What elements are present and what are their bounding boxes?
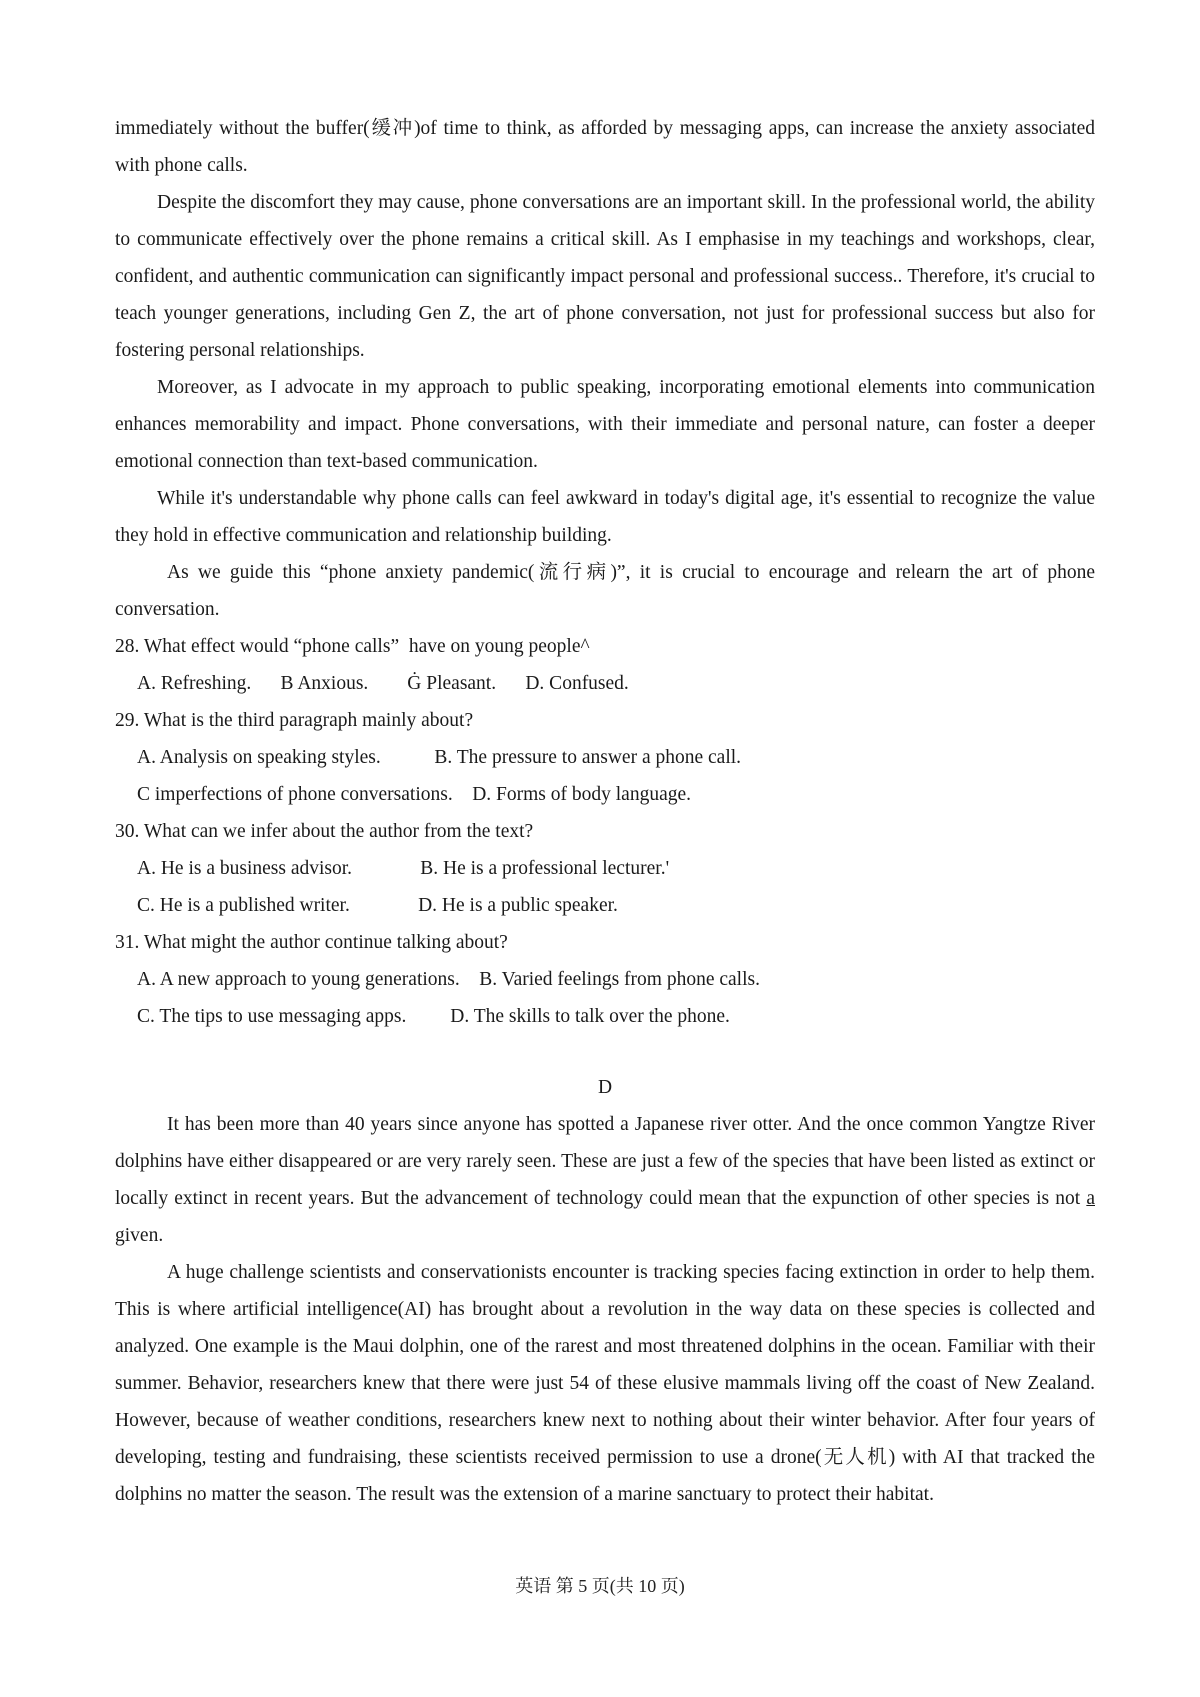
paragraph-conclusion: As we guide this “phone anxiety pandemic(流行病)”, it is crucial to encourage and relearn the art of phone conversation. [115, 562, 1095, 620]
paragraph-emotional-connection: Moreover, as I advocate in my approach to public speaking, incorporating emotional elements into communication enhances memorability and impact. Phone conversations, with their immediate and personal nature, can foster a deeper emotional connection than text-based communication. [115, 377, 1095, 472]
question-stem: 30. What can we infer about the author from the text? [115, 821, 534, 842]
question-28 [115, 628, 1095, 702]
section-heading: D [597, 1077, 613, 1098]
underlined-text: a [1086, 1188, 1095, 1209]
question-31 [115, 924, 1095, 1035]
question-options: A. He is a business advisor. B. He is a professional lecturer.' [137, 858, 670, 879]
exam-page [115, 110, 1095, 1513]
question-options: C. The tips to use messaging apps. D. The skills to talk over the phone. [137, 1006, 730, 1027]
question-29 [115, 702, 1095, 813]
paragraph-phone-skill: Despite the discomfort they may cause, phone conversations are an important skill. In the professional world, the ability to communicate effectively over the phone remains a critical skill. As I emphasise in my teachings and workshops, clear, confident, and authentic communication can significantly impact personal and professional success.. Therefore, it's crucial to teach younger generations, including Gen Z, the art of phone conversation, not just for professional success but also for fostering personal relationships. [115, 192, 1095, 361]
question-stem: 28. What effect would “phone calls” have on young people^ [115, 636, 590, 657]
paragraph-continued: immediately without the buffer(缓冲)of time to think, as afforded by messaging apps, can increase the anxiety associated with phone calls. [115, 118, 1095, 176]
paragraph-value: While it's understandable why phone calls can feel awkward in today's digital age, it's essential to recognize the value they hold in effective communication and relationship building. [115, 488, 1095, 546]
question-options: A. Analysis on speaking styles. B. The pressure to answer a phone call. [137, 747, 742, 768]
question-options: A. A new approach to young generations. B. Varied feelings from phone calls. [137, 969, 760, 990]
page-footer: 英语 第 5 页(共 10 页) [515, 1576, 685, 1596]
text-run: It has been more than 40 years since anyone has spotted a Japanese river otter. And the once common Yangtze River dolphins have either disappeared or are very rarely seen. These are just a few of the species that have been listed as extinct or locally extinct in recent years. But the advancement of technology could mean that the expunction of other species is not [115, 1114, 1095, 1209]
question-options: C. He is a published writer. D. He is a public speaker. [137, 895, 618, 916]
question-stem: 31. What might the author continue talking about? [115, 932, 508, 953]
question-stem: 29. What is the third paragraph mainly about? [115, 710, 474, 731]
text-run: given. [115, 1225, 164, 1246]
paragraph-ai-dolphin: A huge challenge scientists and conservationists encounter is tracking species facing extinction in order to help them. This is where artificial intelligence(AI) has brought about a revolution in the way data on these species is collected and analyzed. One example is the Maui dolphin, one of the rarest and most threatened dolphins in the ocean. Familiar with their summer. Behavior, researchers knew that there were just 54 of these elusive mammals living off the coast of New Zealand. However, because of weather conditions, researchers knew next to nothing about their winter behavior. After four years of developing, testing and fundraising, these scientists received permission to use a drone(无人机) with AI that tracked the dolphins no matter the season. The result was the extension of a marine sanctuary to protect their habitat. [115, 1262, 1095, 1505]
question-options: A. Refreshing. B Anxious. Ġ Pleasant. D. Confused. [137, 673, 629, 694]
question-options: C imperfections of phone conversations. D. Forms of body language. [137, 784, 692, 805]
question-30 [115, 813, 1095, 924]
paragraph-otter [115, 1106, 1095, 1254]
